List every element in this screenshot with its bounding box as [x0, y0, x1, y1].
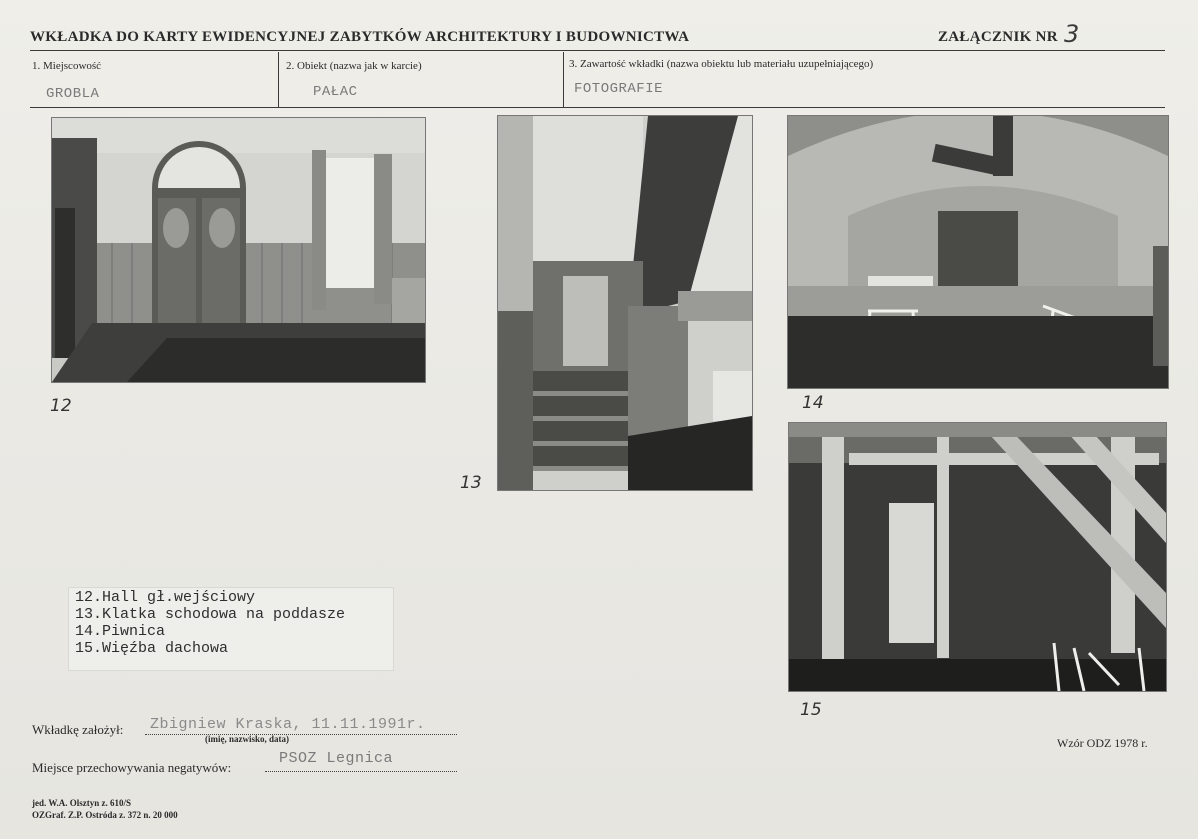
caption-14: 14.Piwnica [75, 623, 166, 640]
photo-number-12: 12 [50, 396, 72, 416]
caption-15: 15.Więźba dachowa [75, 640, 229, 657]
created-by-label: Wkładkę założył: [32, 722, 124, 737]
header-rule [30, 50, 1165, 51]
content-label: 3. Zawartość wkładki (nazwa obiektu lub materiału uzupełniającego) [569, 58, 874, 70]
locality-value: GROBLA [46, 86, 100, 102]
annex-label: ZAŁĄCZNIK NR [938, 29, 1058, 45]
photo-number-15: 15 [800, 700, 822, 720]
caption-13: 13.Klatka schodowa na poddasze [75, 606, 346, 623]
object-label: 2. Obiekt (nazwa jak w karcie) [286, 60, 422, 72]
photo-number-13: 13 [460, 473, 482, 493]
print-info-2: OZGraf. Z.P. Ostróda z. 372 n. 20 000 [32, 810, 178, 820]
content-value: FOTOGRAFIE [574, 81, 664, 97]
caption-12: 12.Hall gł.wejściowy [75, 589, 256, 606]
photo-cellar [787, 115, 1169, 389]
negatives-label: Miejsce przechowywania negatywów: [32, 760, 232, 775]
photo-staircase [497, 115, 753, 491]
print-info-1: jed. W.A. Olsztyn z. 610/S [32, 798, 132, 808]
photo-roof-truss [788, 422, 1167, 692]
template-note: Wzór ODZ 1978 r. [1057, 736, 1148, 750]
photo-number-14: 14 [802, 393, 824, 413]
annex-number: 3 [1064, 20, 1080, 48]
negatives-value: PSOZ Legnica [279, 750, 394, 767]
object-value: PAŁAC [313, 84, 358, 100]
field-divider-2 [563, 52, 564, 108]
created-by-value: Zbigniew Kraska, 11.11.1991r. [150, 716, 426, 733]
created-by-hint: (imię, nazwisko, data) [205, 734, 289, 744]
field-divider-1 [278, 52, 279, 108]
fields-rule [30, 107, 1165, 108]
form-title: WKŁADKA DO KARTY EWIDENCYJNEJ ZABYTKÓW ARCHITEKTURY I BUDOWNICTWA [30, 29, 690, 45]
locality-label: 1. Miejscowość [32, 60, 102, 72]
photo-hall [51, 117, 426, 383]
